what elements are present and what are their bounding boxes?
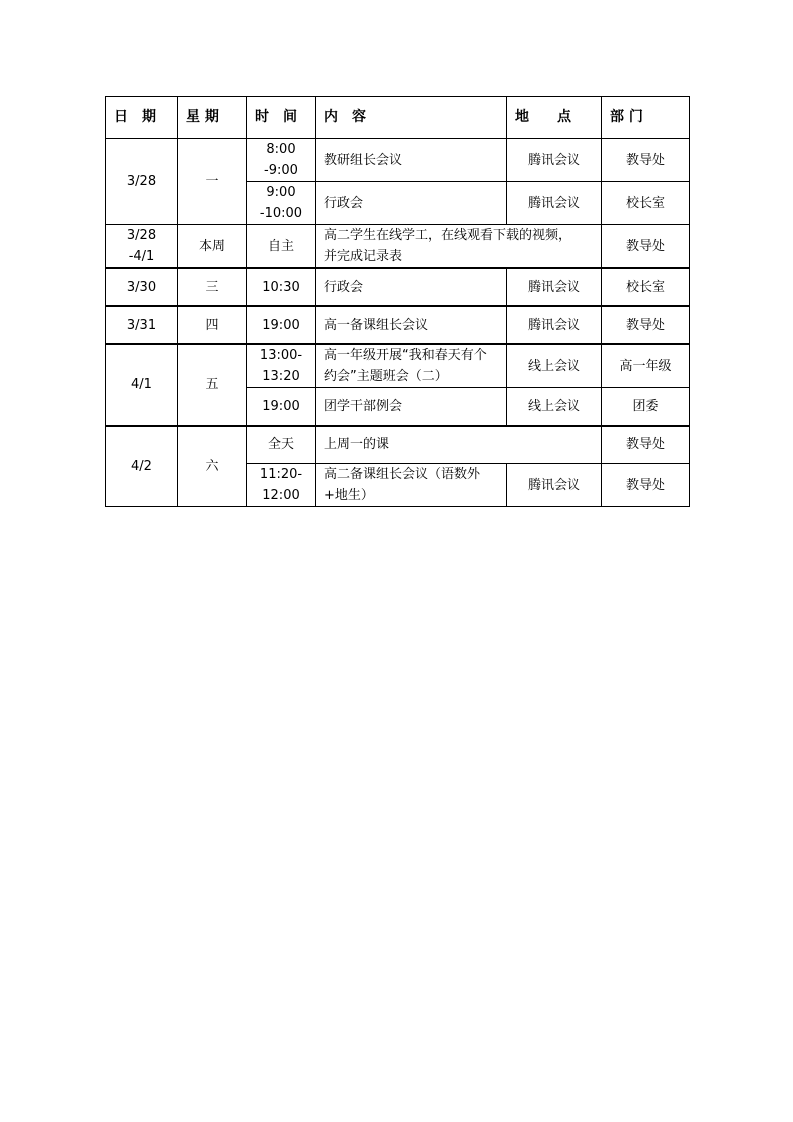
- weekday-cell: 三: [178, 268, 247, 306]
- dept-cell: 教导处: [602, 306, 690, 344]
- dept-cell: 团委: [602, 388, 690, 426]
- content-cell: 教研组长会议: [316, 139, 507, 182]
- time-cell: 8:00 -9:00: [247, 139, 316, 182]
- date-cell: 3/28 -4/1: [106, 225, 178, 269]
- header-row: [106, 97, 690, 139]
- header-place: 地 点: [507, 97, 602, 139]
- date-cell: 3/31: [106, 306, 178, 344]
- header-weekday: 星 期: [178, 97, 247, 139]
- table-row: [106, 139, 690, 182]
- time-cell: 19:00: [247, 388, 316, 426]
- place-cell: 腾讯会议: [507, 182, 602, 225]
- place-cell: 腾讯会议: [507, 139, 602, 182]
- table-row: [106, 225, 690, 269]
- weekday-cell: 本周: [178, 225, 247, 269]
- header-dept: 部 门: [602, 97, 690, 139]
- place-cell: 线上会议: [507, 388, 602, 426]
- time-cell: 全天: [247, 426, 316, 464]
- content-cell: 行政会: [316, 268, 507, 306]
- place-cell: 腾讯会议: [507, 268, 602, 306]
- date-cell: 3/28: [106, 139, 178, 225]
- header-date: 日 期: [106, 97, 178, 139]
- schedule-table: [105, 96, 690, 507]
- date-cell: 4/2: [106, 426, 178, 507]
- date-cell: 3/30: [106, 268, 178, 306]
- header-content: 内 容: [316, 97, 507, 139]
- place-cell: 线上会议: [507, 344, 602, 388]
- date-cell: 4/1: [106, 344, 178, 426]
- content-cell: 团学干部例会: [316, 388, 507, 426]
- dept-cell: 校长室: [602, 182, 690, 225]
- place-cell: 腾讯会议: [507, 306, 602, 344]
- weekday-cell: 六: [178, 426, 247, 507]
- dept-cell: 教导处: [602, 426, 690, 464]
- dept-cell: 校长室: [602, 268, 690, 306]
- content-cell: 高二备课组长会议（语数外 +地生）: [316, 464, 507, 507]
- table-row: [106, 268, 690, 306]
- time-cell: 10:30: [247, 268, 316, 306]
- content-cell: 高二学生在线学工，在线观看下载的视频， 并完成记录表: [316, 225, 602, 269]
- time-cell: 11:20- 12:00: [247, 464, 316, 507]
- time-cell: 9:00 -10:00: [247, 182, 316, 225]
- dept-cell: 教导处: [602, 225, 690, 269]
- dept-cell: 教导处: [602, 139, 690, 182]
- time-cell: 13:00- 13:20: [247, 344, 316, 388]
- table-row: [106, 426, 690, 464]
- time-cell: 19:00: [247, 306, 316, 344]
- weekday-cell: 一: [178, 139, 247, 225]
- table-row: [106, 306, 690, 344]
- content-cell: 高一年级开展“我和春天有个 约会”主题班会（二）: [316, 344, 507, 388]
- weekday-cell: 四: [178, 306, 247, 344]
- dept-cell: 教导处: [602, 464, 690, 507]
- content-cell: 高一备课组长会议: [316, 306, 507, 344]
- content-cell: 上周一的课: [316, 426, 602, 464]
- place-cell: 腾讯会议: [507, 464, 602, 507]
- content-cell: 行政会: [316, 182, 507, 225]
- header-time: 时 间: [247, 97, 316, 139]
- dept-cell: 高一年级: [602, 344, 690, 388]
- weekday-cell: 五: [178, 344, 247, 426]
- time-cell: 自主: [247, 225, 316, 269]
- table-row: [106, 344, 690, 388]
